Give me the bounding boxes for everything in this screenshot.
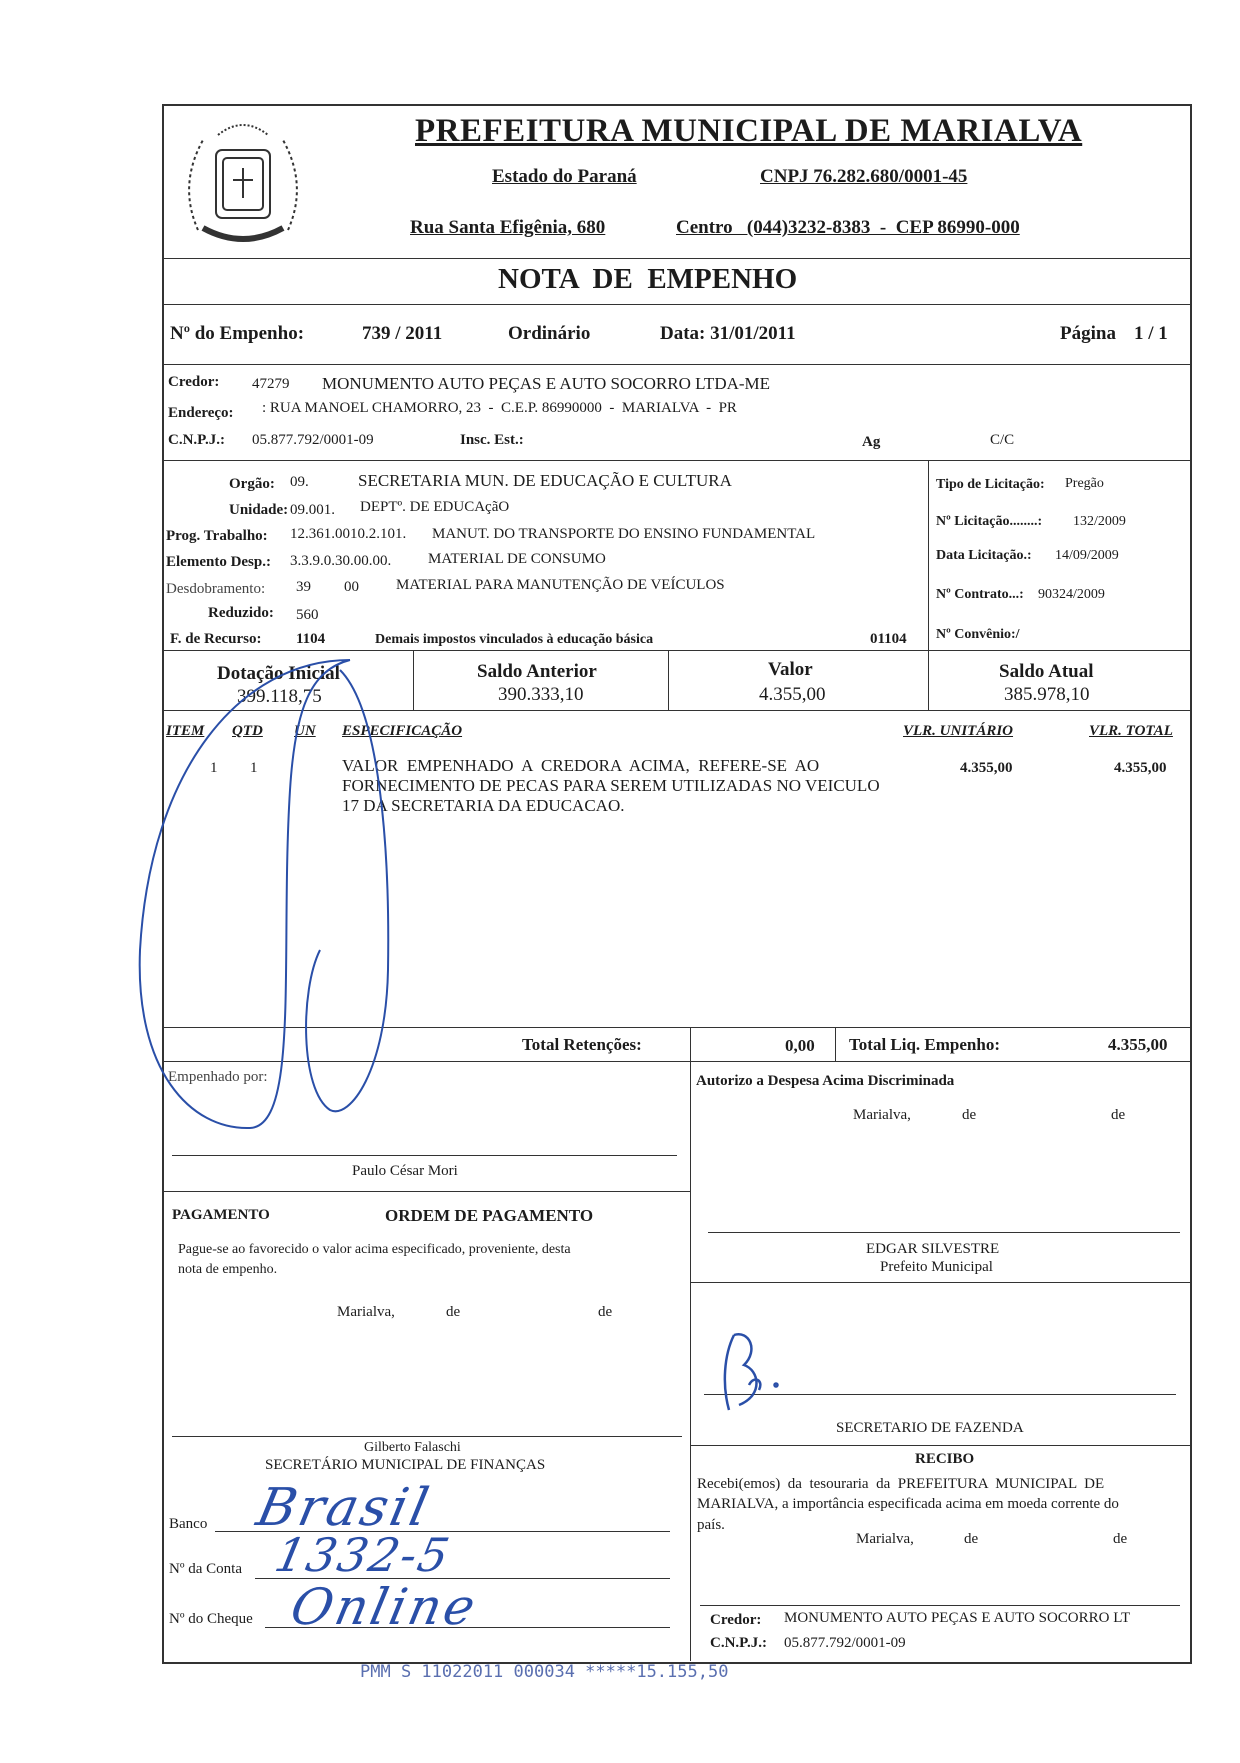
street-address: Rua Santa Efigênia, 680: [410, 217, 606, 238]
item-qtd: 1: [250, 760, 258, 776]
desdob-sub: 00: [344, 579, 359, 595]
financas-role: SECRETÁRIO MUNICIPAL DE FINANÇAS: [265, 1457, 546, 1473]
empenho-label: Nº do Empenho:: [170, 323, 305, 344]
autorizo-de1: de: [962, 1107, 977, 1123]
fazenda-role: SECRETARIO DE FAZENDA: [836, 1420, 1024, 1436]
prog-label: Prog. Trabalho:: [166, 528, 268, 544]
item-spec-line1: VALOR EMPENHADO A CREDORA ACIMA, REFERE-SE AO: [342, 756, 820, 775]
dotacao-label: Dotação Inicial: [217, 663, 340, 684]
credor-cnpj: 05.877.792/0001-09: [252, 432, 374, 448]
desdob-label: Desdobramento:: [166, 581, 266, 597]
state-name: Estado do Paraná: [492, 166, 637, 187]
contrato-label: Nº Contrato...:: [936, 587, 1024, 602]
signature-line: [172, 1436, 682, 1437]
pagamento-place: Marialva,: [337, 1304, 395, 1320]
divider: [413, 650, 414, 710]
divider: [668, 650, 669, 710]
licitacao-num: 132/2009: [1073, 514, 1126, 529]
prog-code: 12.361.0010.2.101.: [290, 526, 407, 542]
banco-handwritten: Brasil: [251, 1478, 437, 1538]
municipality-cnpj: CNPJ 76.282.680/0001-45: [760, 166, 968, 187]
divider: [928, 460, 929, 650]
conta-handwritten: 1332-5: [270, 1528, 456, 1582]
unidade-label: Unidade:: [229, 502, 289, 518]
ordem-pagamento-label: ORDEM DE PAGAMENTO: [385, 1206, 594, 1225]
pagamento-de2: de: [598, 1304, 613, 1320]
orgao-code: 09.: [290, 474, 309, 490]
elemento-code: 3.3.9.0.30.00.00.: [290, 553, 392, 569]
municipal-crest: [168, 110, 318, 260]
signature-line: [700, 1605, 1180, 1606]
orgao-name: SECRETARIA MUN. DE EDUCAÇÃO E CULTURA: [358, 471, 732, 490]
recibo-credor-label: Credor:: [710, 1612, 762, 1628]
col-total-value: VLR. TOTAL: [1089, 723, 1173, 739]
empenho-type: Ordinário: [508, 323, 591, 344]
licitacao-num-label: Nº Licitação........:: [936, 514, 1043, 529]
divider: [690, 1445, 1190, 1446]
conta-label: Nº da Conta: [169, 1561, 242, 1577]
prefeito-name: EDGAR SILVESTRE: [866, 1241, 1000, 1257]
pagamento-de1: de: [446, 1304, 461, 1320]
divider: [162, 1191, 690, 1192]
tipo-licitacao: Pregão: [1065, 476, 1104, 491]
ag-label: Ag: [862, 434, 881, 450]
divider: [835, 1027, 836, 1061]
divider: [690, 1282, 1190, 1283]
signature-line: [172, 1155, 677, 1156]
divider: [162, 650, 1190, 651]
valor-value: 4.355,00: [759, 684, 826, 705]
divider: [162, 1061, 1190, 1062]
financas-name: Gilberto Falaschi: [364, 1440, 461, 1455]
recibo-text-line2: MARIALVA, a importância especificada acima em moeda corrente do: [697, 1496, 1119, 1512]
tipo-licitacao-label: Tipo de Licitação:: [936, 477, 1045, 492]
credor-code: 47279: [252, 376, 290, 392]
pagamento-text-line2: nota de empenho.: [178, 1262, 278, 1277]
empenho-date: Data: 31/01/2011: [660, 323, 796, 344]
recibo-place: Marialva,: [856, 1531, 914, 1547]
divider: [162, 710, 1190, 711]
licitacao-data: 14/09/2009: [1055, 548, 1119, 563]
signature-line: [704, 1394, 1176, 1395]
recurso-ref: 01104: [870, 631, 907, 647]
pagamento-label: PAGAMENTO: [172, 1207, 270, 1223]
divider: [162, 460, 1190, 461]
orgao-label: Orgão:: [229, 476, 275, 492]
recibo-text-line1: Recebi(emos) da tesouraria da PREFEITURA MUNICIPAL DE: [697, 1476, 1105, 1492]
recibo-de1: de: [964, 1531, 979, 1547]
empenho-number: 739 / 2011: [362, 323, 443, 344]
document-title: NOTA DE EMPENHO: [498, 263, 798, 295]
page-number: 1 / 1: [1134, 323, 1168, 344]
dotacao-value: 399.118,75: [237, 686, 322, 707]
recurso-name: Demais impostos vinculados à educação básica: [375, 632, 654, 647]
credor-name: MONUMENTO AUTO PEÇAS E AUTO SOCORRO LTDA-ME: [322, 374, 771, 393]
divider: [690, 1061, 691, 1661]
recibo-label: RECIBO: [915, 1451, 975, 1467]
col-qtd: QTD: [232, 723, 263, 739]
retencoes-label: Total Retenções:: [522, 1035, 642, 1054]
payment-stamp: PMM S 11022011 000034 *****15.155,50: [360, 1662, 729, 1682]
recibo-cnpj-label: C.N.P.J.:: [710, 1635, 767, 1651]
desdob-code: 39: [296, 579, 311, 595]
recurso-code: 1104: [296, 631, 326, 647]
item-total-value: 4.355,00: [1114, 760, 1167, 776]
page-label: Página: [1060, 323, 1116, 344]
prefeito-role: Prefeito Municipal: [880, 1259, 993, 1275]
recibo-text-line3: país.: [697, 1517, 725, 1533]
autorizo-label: Autorizo a Despesa Acima Discriminada: [696, 1073, 955, 1089]
col-un: UN: [294, 723, 316, 739]
insc-est-label: Insc. Est.:: [460, 432, 524, 448]
saldo-anterior-label: Saldo Anterior: [477, 661, 597, 682]
elemento-name: MATERIAL DE CONSUMO: [428, 551, 606, 567]
recibo-cnpj: 05.877.792/0001-09: [784, 1635, 906, 1651]
empenhado-name: Paulo César Mori: [352, 1163, 458, 1179]
endereco-label: Endereço:: [168, 405, 234, 421]
item-spec-line3: 17 DA SECRETARIA DA EDUCACAO.: [342, 796, 625, 815]
divider: [928, 650, 929, 710]
retencoes-value: 0,00: [785, 1036, 815, 1055]
unidade-code: 09.001.: [290, 502, 335, 518]
elemento-label: Elemento Desp.:: [166, 554, 271, 570]
divider: [162, 1027, 1190, 1028]
divider: [162, 258, 1190, 259]
empenhado-label: Empenhado por:: [168, 1069, 268, 1085]
liquido-value: 4.355,00: [1108, 1035, 1168, 1054]
unidade-name: DEPTº. DE EDUCAçãO: [360, 499, 510, 515]
cnpj-label: C.N.P.J.:: [168, 432, 225, 448]
recibo-de2: de: [1113, 1531, 1128, 1547]
cheque-label: Nº do Cheque: [169, 1611, 253, 1627]
saldo-atual-value: 385.978,10: [1004, 684, 1090, 705]
autorizo-de2: de: [1111, 1107, 1126, 1123]
valor-label: Valor: [768, 659, 813, 680]
item-unit-value: 4.355,00: [960, 760, 1013, 776]
reduzido-code: 560: [296, 607, 319, 623]
col-item: ITEM: [166, 723, 205, 739]
recurso-label: F. de Recurso:: [170, 631, 262, 647]
saldo-anterior-value: 390.333,10: [498, 684, 584, 705]
credor-address: : RUA MANOEL CHAMORRO, 23 - C.E.P. 86990000 - MARIALVA - PR: [262, 400, 737, 416]
col-unit-value: VLR. UNITÁRIO: [903, 723, 1014, 739]
contrato-number: 90324/2009: [1038, 587, 1105, 602]
item-number: 1: [210, 760, 218, 776]
licitacao-data-label: Data Licitação.:: [936, 548, 1032, 563]
col-spec: ESPECIFICAÇÃO: [342, 723, 463, 739]
pagamento-text-line1: Pague-se ao favorecido o valor acima especificado, proveniente, desta: [178, 1242, 571, 1257]
cc-label: C/C: [990, 432, 1015, 448]
contact-info: Centro (044)3232-8383 - CEP 86990-000: [676, 217, 1020, 238]
divider: [162, 364, 1190, 365]
reduzido-label: Reduzido:: [208, 605, 274, 621]
recibo-credor-name: MONUMENTO AUTO PEÇAS E AUTO SOCORRO LT: [784, 1610, 1131, 1626]
signature-line: [708, 1232, 1180, 1233]
municipality-title: PREFEITURA MUNICIPAL DE MARIALVA: [415, 113, 1083, 149]
credor-label: Credor:: [168, 374, 220, 390]
convenio-label: Nº Convênio:/: [936, 627, 1020, 642]
desdob-name: MATERIAL PARA MANUTENÇÃO DE VEÍCULOS: [396, 577, 725, 593]
saldo-atual-label: Saldo Atual: [999, 661, 1094, 682]
item-spec-line2: FORNECIMENTO DE PECAS PARA SEREM UTILIZADAS NO VEICULO: [342, 776, 880, 795]
autorizo-place: Marialva,: [853, 1107, 911, 1123]
divider: [162, 304, 1190, 305]
prog-name: MANUT. DO TRANSPORTE DO ENSINO FUNDAMENTAL: [432, 526, 816, 542]
divider: [690, 1027, 691, 1061]
banco-label: Banco: [169, 1516, 208, 1532]
cheque-handwritten: Online: [285, 1578, 484, 1636]
liquido-label: Total Liq. Empenho:: [849, 1035, 1000, 1054]
